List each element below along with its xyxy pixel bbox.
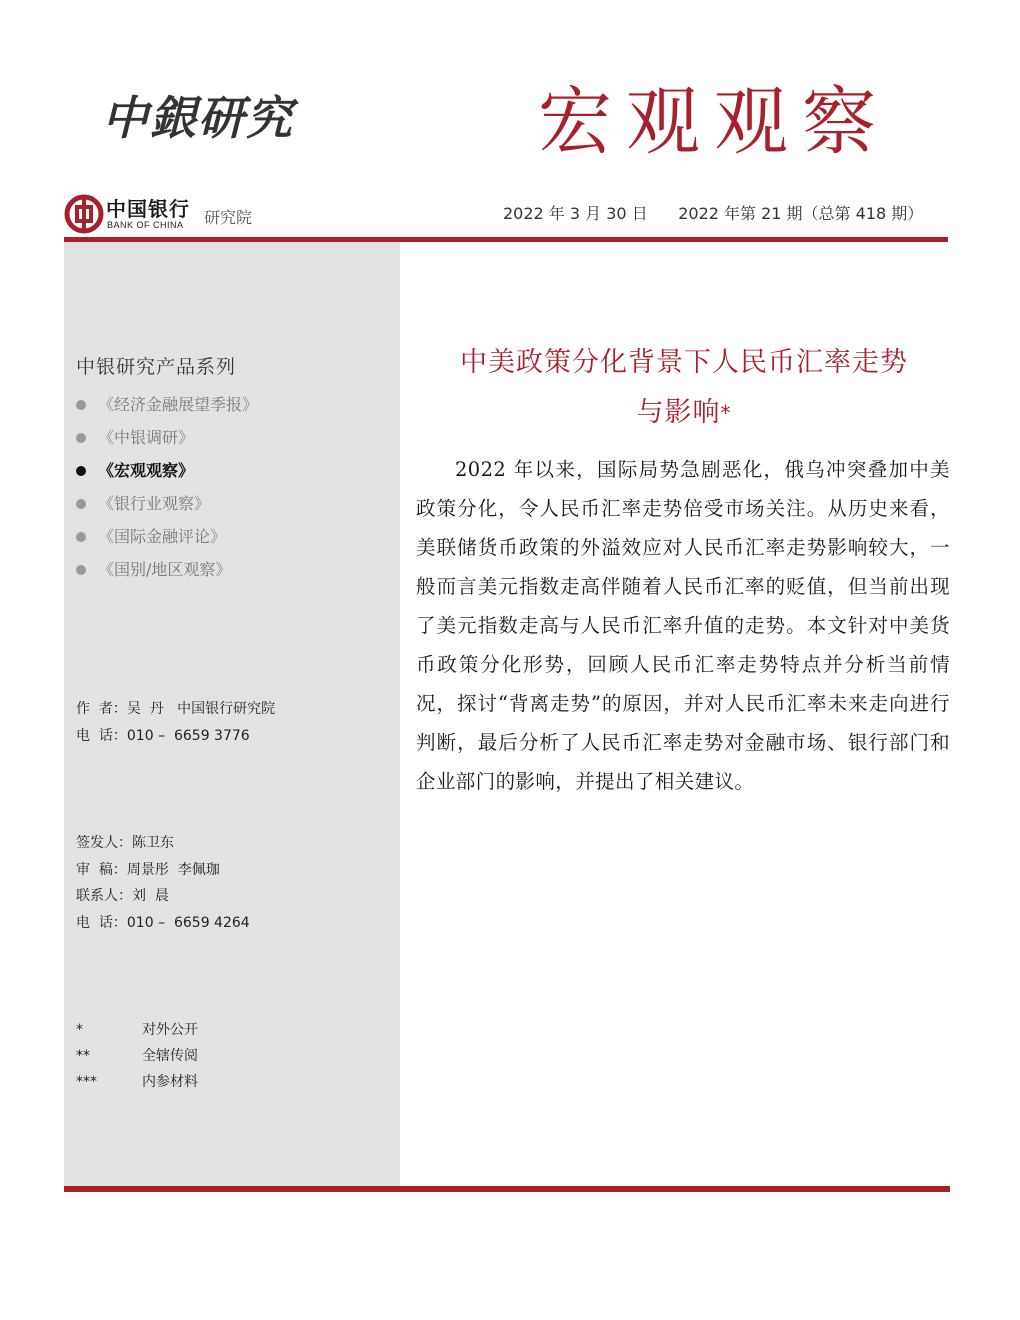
article-title [420,338,948,438]
signer-line: 签发人：陈卫东 [76,835,174,851]
contact-phone-line: 电 话：010 – 6659 4264 [76,915,250,931]
bank-name-en: BANK OF CHINA [107,220,184,230]
footnote-mark: * [720,401,732,425]
product-item-macro-observation [76,458,258,491]
product-label: 《宏观观察》 [98,461,195,480]
institute-label: 研究院 [204,208,253,227]
product-label: 《国别/地区观察》 [98,560,232,579]
products-heading: 中银研究产品系列 [76,356,237,378]
bullet-icon [76,466,86,476]
product-item-banking-observation [76,491,258,524]
product-label: 《经济金融展望季报》 [98,395,259,414]
product-list [76,392,258,590]
bank-name-cn: 中国银行 [106,197,190,221]
calligraphy-logo: 中銀研究 [102,91,294,145]
bullet-icon [76,433,86,443]
reviewers-line: 审 稿：周景彤 李佩珈 [76,862,220,878]
bullet-icon [76,532,86,542]
level-stars: ** [76,1048,90,1064]
author-line: 作 者：吴 丹 中国银行研究院 [76,701,276,717]
bullet-icon [76,565,86,575]
bullet-icon [76,400,86,410]
product-label: 《银行业观察》 [98,494,211,513]
level-row [76,1069,198,1095]
bottom-divider [64,1186,950,1192]
level-label: 全辖传阅 [142,1048,198,1064]
distribution-levels [76,1017,198,1095]
product-item-country-observation [76,557,258,590]
level-stars: * [76,1022,83,1038]
article-title-text: 与影响 [636,397,721,428]
level-stars: *** [76,1074,97,1090]
product-label: 《中银调研》 [98,428,195,447]
level-label: 内参材料 [142,1074,198,1090]
product-item-research [76,425,258,458]
level-row [76,1043,198,1069]
date-issue-line: 2022 年 3 月 30 日 2022 年第 21 期（总第 418 期） [503,204,924,223]
level-label: 对外公开 [142,1022,198,1038]
product-label: 《国际金融评论》 [98,527,227,546]
series-title: 宏观观察 [538,79,890,165]
author-phone: 电 话：010 – 6659 3776 [76,728,250,744]
bullet-icon [76,499,86,509]
article-title-line-1: 中美政策分化背景下人民币汇率走势 [460,347,908,378]
article-abstract: 2022 年以来，国际局势急剧恶化，俄乌冲突叠加中美政策分化，令人民币汇率走势倍受市场关注。从历史来看，美联储货币政策的外溢效应对人民币汇率走势影响较大，一般而言美元指数走高伴随着人民币汇率的贬值，但当前出现了美元指数走高与人民币汇率升值的走势。本文针对中美货币政策分化形势，回顾人民币汇率走势特点并分析当前情况，探讨“背离走势”的原因，并对人民币汇率未来走向进行判断，最后分析了人民币汇率走势对金融市场、银行部门和企业部门的影响，并提出了相关建议。 [416,458,950,793]
bank-of-china-logo-icon [64,194,104,234]
product-item-intl-finance-review [76,524,258,557]
article-title-line-2 [420,388,948,438]
product-item-economic-outlook [76,392,258,425]
contact-person-line: 联系人：刘 晨 [76,888,169,904]
level-row [76,1017,198,1043]
